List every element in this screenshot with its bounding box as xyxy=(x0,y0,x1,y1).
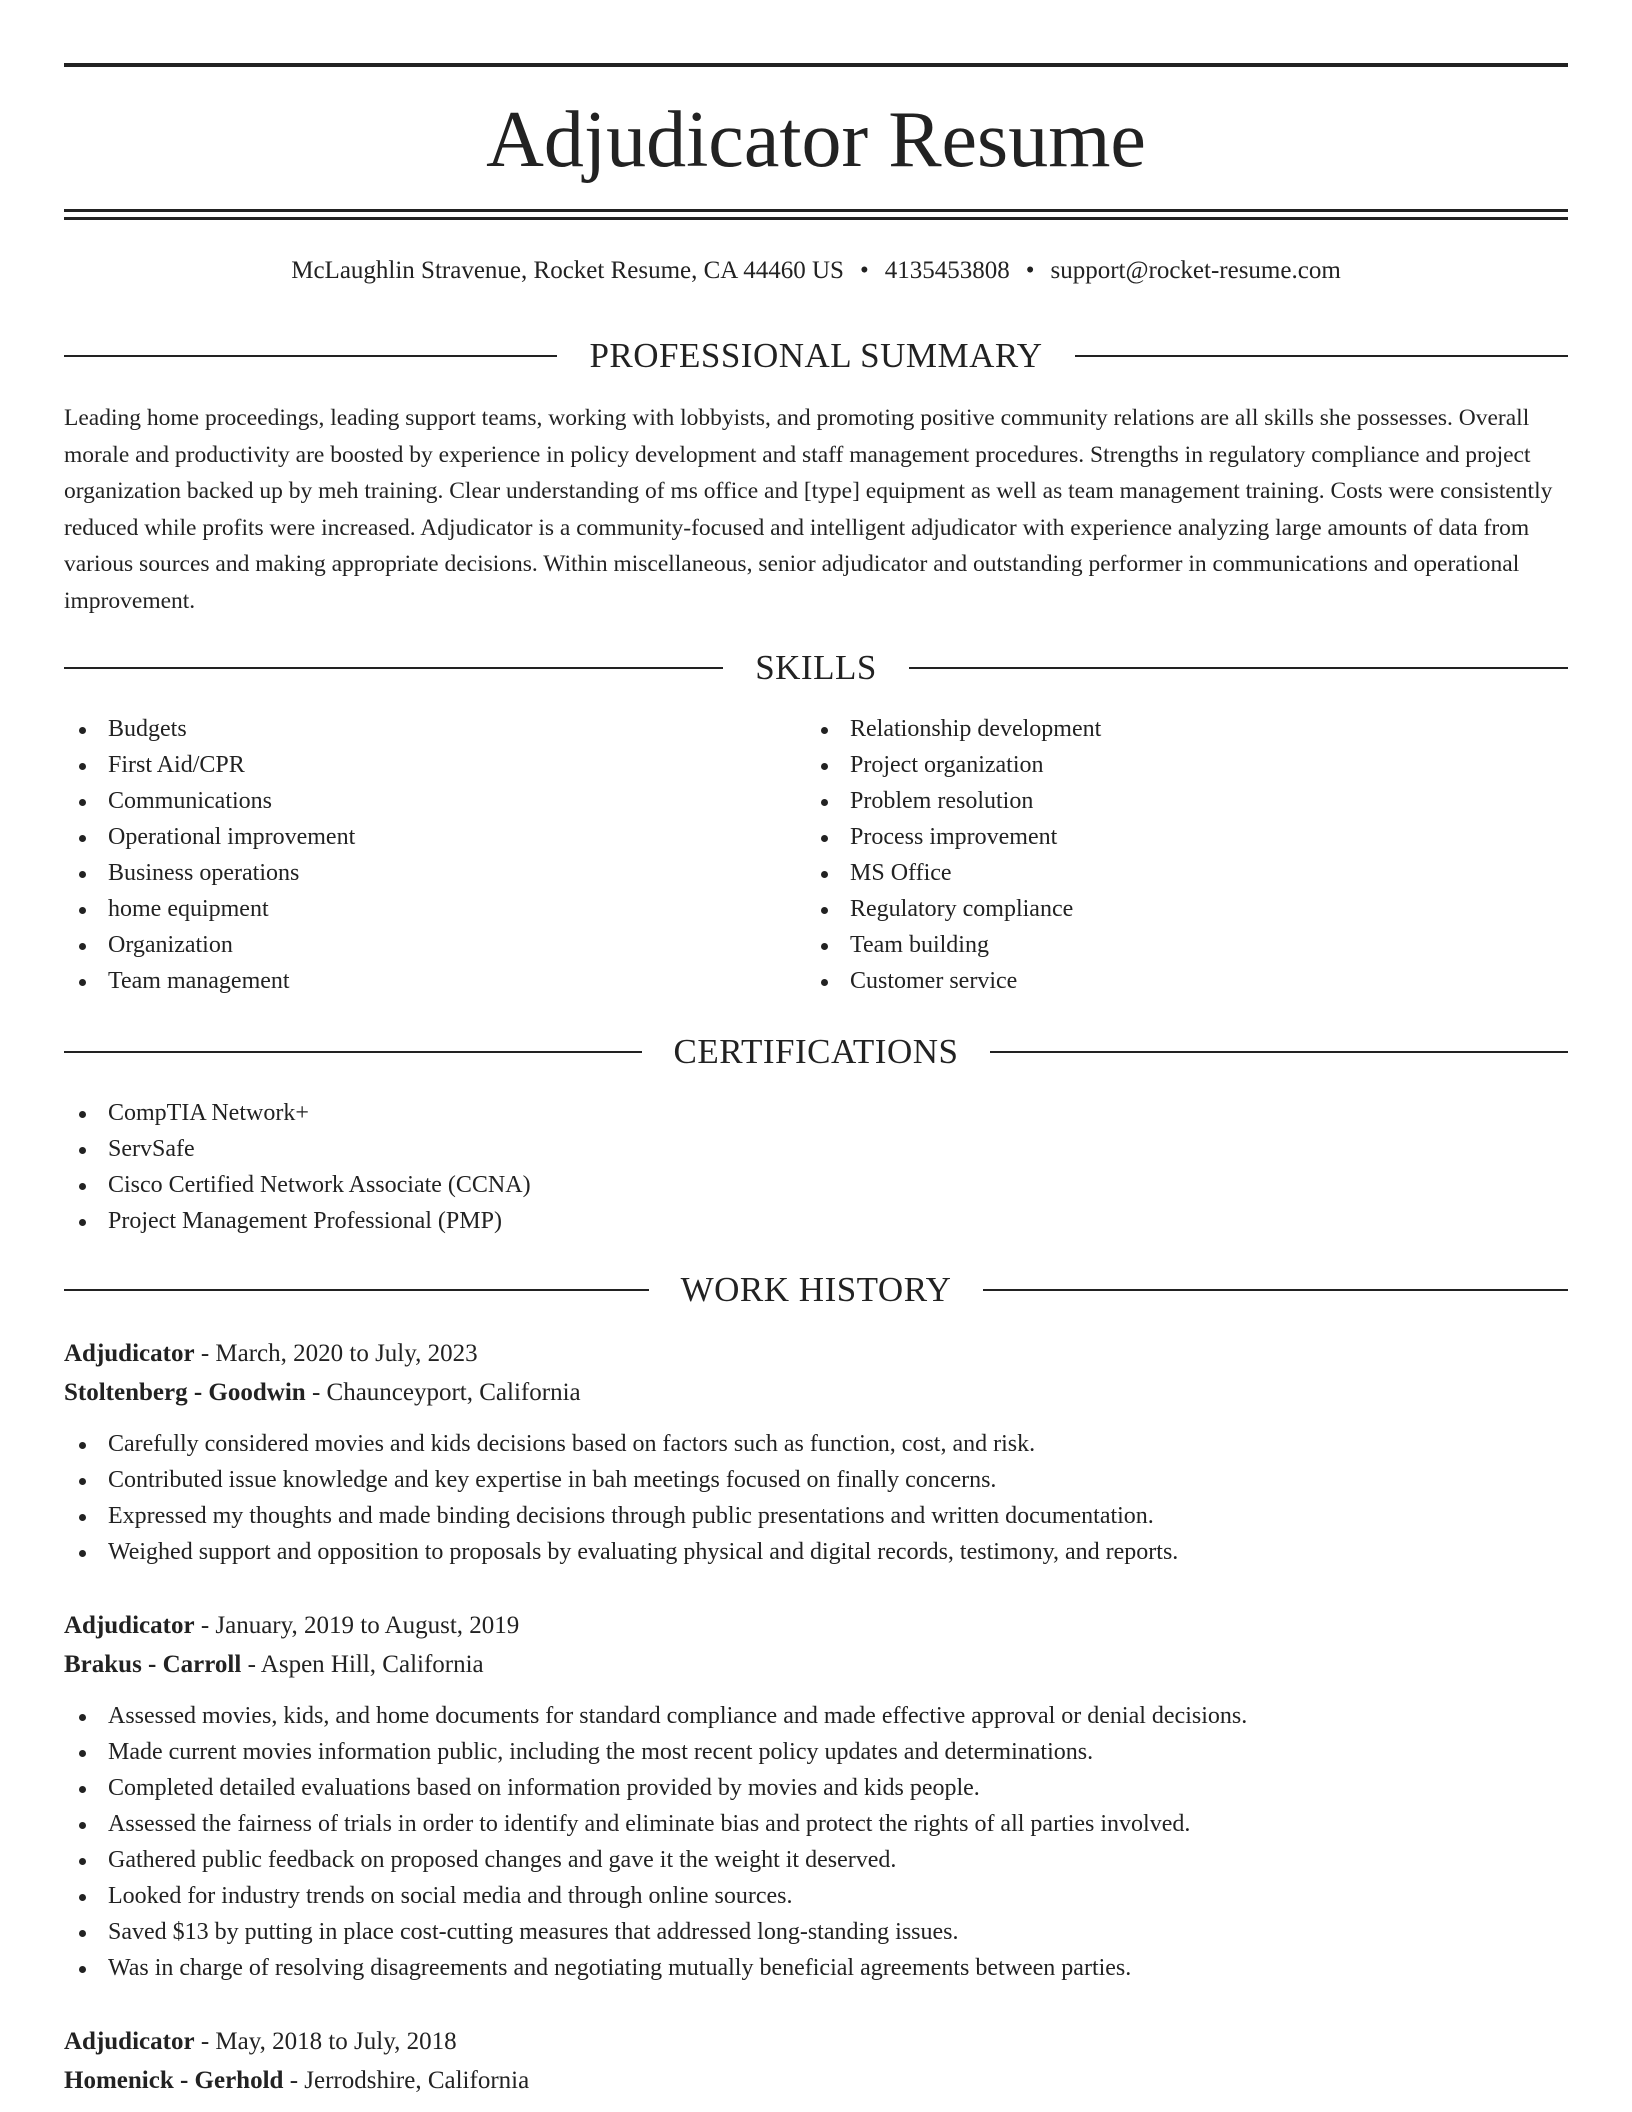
job-dates: January, 2019 to August, 2019 xyxy=(215,1612,520,1639)
duty-item: Contributed issue knowledge and key expertise in bah meetings focused on finally concerns. xyxy=(64,1462,1568,1498)
certification-item: Project Management Professional (PMP) xyxy=(64,1203,1064,1239)
heading-rule-right xyxy=(990,1051,1568,1053)
job-dates: May, 2018 to July, 2018 xyxy=(215,2028,457,2055)
summary-section-heading xyxy=(64,334,1568,378)
job-title-line: Adjudicator - January, 2019 to August, 2019 xyxy=(64,1612,520,1639)
contact-email: support@rocket-resume.com xyxy=(1050,257,1341,284)
duty-item: Made current movies information public, including the most recent policy updates and determinations. xyxy=(64,1734,1568,1770)
duty-item: Gathered public feedback on proposed changes and gave it the weight it deserved. xyxy=(64,1842,1568,1878)
heading-rule-left xyxy=(64,1051,642,1053)
duty-item: Looked for industry trends on social media and through online sources. xyxy=(64,1878,1568,1914)
skill-item: Regulatory compliance xyxy=(806,891,1506,927)
title-double-rule xyxy=(64,209,1568,220)
certifications-section-heading xyxy=(64,1030,1568,1074)
job-dates: March, 2020 to July, 2023 xyxy=(215,1340,478,1367)
certification-item: CompTIA Network+ xyxy=(64,1095,1064,1131)
skill-item: Problem resolution xyxy=(806,783,1506,819)
job-location: Chaunceyport, California xyxy=(326,1379,581,1406)
work-history-heading-label: WORK HISTORY xyxy=(680,1270,952,1309)
skill-item: Operational improvement xyxy=(64,819,764,855)
heading-rule-left xyxy=(64,355,557,357)
summary-text: Leading home proceedings, leading support teams, working with lobbyists, and promoting positive community relations are all skills she possesses. Overall morale and productivity are boosted by experience in policy development and staff management procedures. Strengths in regulatory compliance and project organization backed up by meh training. Clear understanding of ms office and [type] equipment as well as team management training. Costs were consistently reduced while profits were increased. Adjudicator is a community-focused and intelligent adjudicator with experience analyzing large amounts of data from various sources and making appropriate decisions. Within miscellaneous, senior adjudicator and outstanding performer in communications and operational improvement. xyxy=(64,405,1553,614)
contact-separator: • xyxy=(1025,257,1035,284)
job-company-line: Homenick - Gerhold - Jerrodshire, California xyxy=(64,2067,530,2094)
job-entry xyxy=(64,1606,1568,1986)
job-duties-list xyxy=(64,1698,1568,1986)
heading-rule-right xyxy=(909,667,1568,669)
skill-item: Customer service xyxy=(806,963,1506,999)
heading-rule-left xyxy=(64,1289,649,1291)
skill-item: Process improvement xyxy=(806,819,1506,855)
duty-item: Carefully considered movies and kids decisions based on factors such as function, cost, and risk. xyxy=(64,1426,1568,1462)
duty-item: Assessed the fairness of trials in order to identify and eliminate bias and protect the rights of all parties involved. xyxy=(64,1806,1568,1842)
certification-item: Cisco Certified Network Associate (CCNA) xyxy=(64,1167,1064,1203)
job-company-line: Brakus - Carroll - Aspen Hill, California xyxy=(64,1651,484,1678)
skill-item: Team management xyxy=(64,963,764,999)
skill-item: Business operations xyxy=(64,855,764,891)
job-entry xyxy=(64,1334,1568,1570)
skill-item: Team building xyxy=(806,927,1506,963)
duty-item: Was in charge of resolving disagreements and negotiating mutually beneficial agreements between parties. xyxy=(64,1950,1568,1986)
contact-line xyxy=(64,254,1568,288)
skill-item: Organization xyxy=(64,927,764,963)
contact-phone: 4135453808 xyxy=(884,257,1010,284)
certifications-list xyxy=(64,1095,1064,1239)
heading-rule-left xyxy=(64,667,723,669)
job-duties-list xyxy=(64,1426,1568,1570)
certifications-heading-label: CERTIFICATIONS xyxy=(673,1032,959,1071)
summary-heading-label: PROFESSIONAL SUMMARY xyxy=(589,336,1043,375)
job-entry xyxy=(64,2022,1568,2100)
job-title: Adjudicator xyxy=(64,2028,195,2055)
job-title-line: Adjudicator - March, 2020 to July, 2023 xyxy=(64,1340,478,1367)
contact-address: McLaughlin Stravenue, Rocket Resume, CA 44460 US xyxy=(291,257,844,284)
duty-item: Assessed movies, kids, and home documents for standard compliance and made effective approval or denial decisions. xyxy=(64,1698,1568,1734)
skill-item: Budgets xyxy=(64,711,764,747)
job-company: Homenick - Gerhold xyxy=(64,2067,284,2094)
skill-item: First Aid/CPR xyxy=(64,747,764,783)
duty-item: Completed detailed evaluations based on information provided by movies and kids people. xyxy=(64,1770,1568,1806)
heading-rule-right xyxy=(1075,355,1568,357)
skill-item: home equipment xyxy=(64,891,764,927)
job-title: Adjudicator xyxy=(64,1612,195,1639)
job-company: Brakus - Carroll xyxy=(64,1651,242,1678)
skill-item: Relationship development xyxy=(806,711,1506,747)
skills-list-right xyxy=(806,711,1506,999)
skill-item: Project organization xyxy=(806,747,1506,783)
skill-item: MS Office xyxy=(806,855,1506,891)
heading-rule-right xyxy=(983,1289,1568,1291)
skills-heading-label: SKILLS xyxy=(755,648,877,687)
duty-item: Weighed support and opposition to proposals by evaluating physical and digital records, testimony, and reports. xyxy=(64,1534,1568,1570)
skills-section-heading xyxy=(64,646,1568,690)
duty-item: Saved $13 by putting in place cost-cutting measures that addressed long-standing issues. xyxy=(64,1914,1568,1950)
skills-list-left xyxy=(64,711,764,999)
job-company-line: Stoltenberg - Goodwin - Chaunceyport, California xyxy=(64,1379,581,1406)
contact-separator: • xyxy=(859,257,869,284)
job-location: Jerrodshire, California xyxy=(304,2067,530,2094)
job-company: Stoltenberg - Goodwin xyxy=(64,1379,306,1406)
duty-item: Expressed my thoughts and made binding decisions through public presentations and written documentation. xyxy=(64,1498,1568,1534)
job-title-line: Adjudicator - May, 2018 to July, 2018 xyxy=(64,2028,457,2055)
job-location: Aspen Hill, California xyxy=(260,1651,484,1678)
skill-item: Communications xyxy=(64,783,764,819)
top-rule xyxy=(64,63,1568,67)
certification-item: ServSafe xyxy=(64,1131,1064,1167)
work-history-section-heading xyxy=(64,1268,1568,1312)
page-title: Adjudicator Resume xyxy=(486,96,1146,184)
job-title: Adjudicator xyxy=(64,1340,195,1367)
